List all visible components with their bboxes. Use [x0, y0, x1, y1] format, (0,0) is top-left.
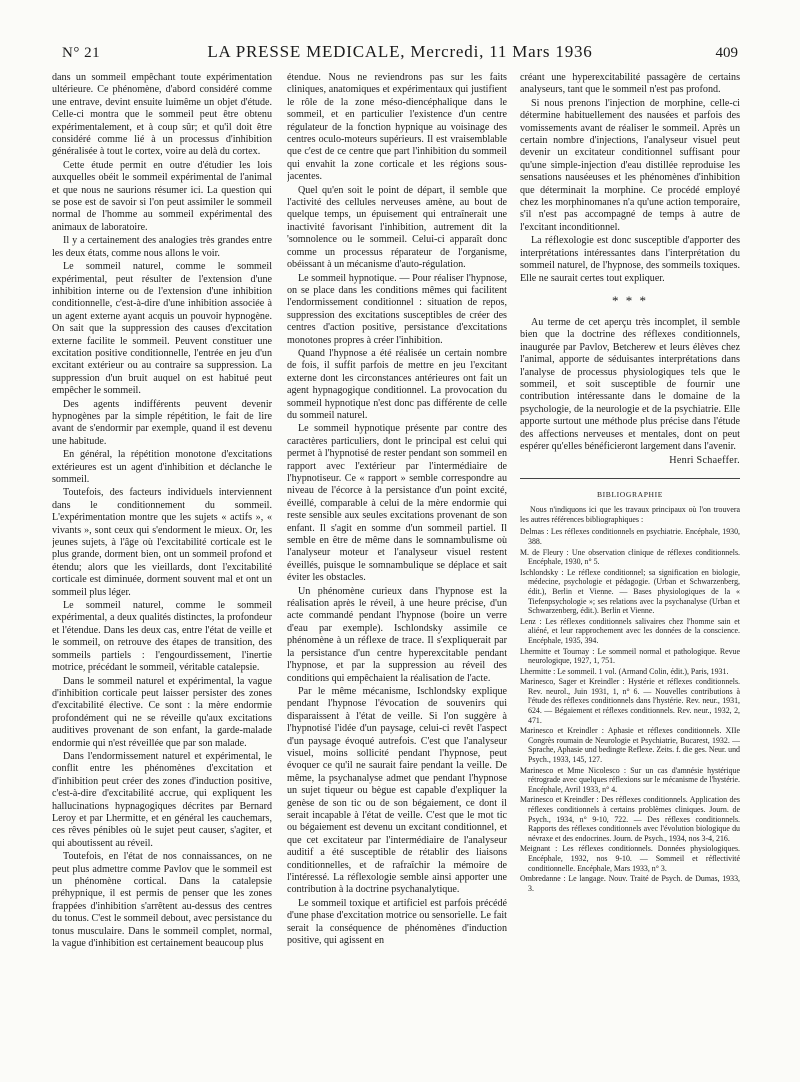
- text-column-left: [52, 72, 272, 1062]
- bibliography-entry: Ischlondsky : Le réflexe conditionnel; sa signification en biologie, médecine, psychologie et pédagogie. (Urban et Schwarzenberg, édit.), Berlin et Vienne. — Bases physiologiques de la « Tiefenpsychologie »; ses relations avec la psychanalyse (Urban et Schwarzenberg, édit.). Berlin et Vienne.: [520, 567, 740, 616]
- paragraph: dans un sommeil empêchant toute expérimentation ultérieure. Ce phénomène, d'abord considéré comme une entrave, devint ensuite luimême un objet d'étude. Celle-ci montra que le sommeil peut être obtenu expérimentalement, et à coup sûr; et qu'il doit être considéré comme lié à un processus d'inhibition généralisée à tout le cortex, voire au delà du cortex.: [52, 72, 272, 158]
- bibliography-entry: Marinesco, Sager et Kreindler : Hystérie et réflexes conditionnels. Rev. neurol., Juin 1931, 1, n° 6. — Nouvelles contributions à l'étude des réflexes conditionnels dans l'hystérie. Rev. neur., 1931, 624. — Bégaiement et réflexes conditionnels. Rev. neur., 1932, 2, 471.: [520, 677, 740, 725]
- paragraph: Le sommeil naturel, comme le sommeil expérimental, a deux qualités distinctes, la profondeur et l'étendue. Dans les deux cas, entre l'état de veille et le sommeil, on retrouve des étapes de transition, des sommeils partiels : l'engourdissement, l'inertie motrice, précédant le sommeil, véritable catalepsie.: [52, 600, 272, 674]
- divider: [520, 478, 740, 479]
- paragraph: Le sommeil naturel, comme le sommeil expérimental, peut résulter de l'extension d'une inhibition interne ou de l'extension d'une inhibition conditionnelle, c'est-à-dire d'une inhibition associée à un agent externe ayant acquis un pouvoir hypnogène. On sait que la suppression des causes d'excitation externe facilite le sommeil. Peuvent constituer une excitation positive conditionnelle, l'entrée en jeu d'un excitant extérieur ou au contraire sa suppression. La suppression d'un bruit auquel on est habitué peut empêcher le sommeil.: [52, 261, 272, 397]
- paragraph: Le sommeil toxique et artificiel est parfois précédé d'une phase d'excitation motrice ou sensorielle. Le fait serait la conséquence de phénomènes d'induction positive, qui agissent en: [287, 897, 507, 947]
- bibliography: [520, 505, 740, 893]
- paragraph: La réflexologie est donc susceptible d'apporter des interprétations intéressantes dans l'interprétation du sommeil naturel, de l'hypnose, des sommeils toxiques. Elle ne saurait certes tout expliquer.: [520, 235, 740, 284]
- bibliography-entry: Delmas : Les réflexes conditionnels en psychiatrie. Encéphale, 1930, 388.: [520, 527, 740, 546]
- paragraph: Quand l'hypnose a été réalisée un certain nombre de fois, il suffit parfois de mettre en jeu l'excitant externe dont les circonstances antérieures ont fait un agent hypnagogique conditionnel. La provocation du sommeil hypnotique n'est donc pas différente de celle du sommeil naturel.: [287, 347, 507, 421]
- bibliography-entry: Meignant : Les réflexes conditionnels. Données physiologiques. Encéphale, 1932, nos 9-10. — Sommeil et réflectivité conditionnelle. Encéphale, Mars 1933, n° 3.: [520, 844, 740, 873]
- paragraph: étendue. Nous ne reviendrons pas sur les faits cliniques, anatomiques et expérimentaux qui justifient le rôle de la zone méso-diencéphalique dans le sommeil, et en particulier l'existence d'un centre régulateur de la fonction hypnique au voisinage des centres oculo-moteurs supérieurs. Il est vraisemblable que c'est de ce centre que part l'inhibition du sommeil qui envahit la zone corticale et les régions sous-jacentes.: [287, 72, 507, 183]
- bibliography-entry: Marinesco et Mme Nicolesco : Sur un cas d'amnésie hystérique rétrograde avec quelques réflexions sur le mécanisme de l'hystérie. Encéphale, Avril 1933, n° 4.: [520, 765, 740, 794]
- author-signature: Henri Schaeffer.: [669, 455, 740, 467]
- bibliography-heading: BIBLIOGRAPHIE: [596, 489, 664, 499]
- text-column-middle: [287, 72, 507, 1062]
- page-header: [62, 42, 738, 64]
- text-column-right: [520, 72, 740, 1062]
- issue-number: N° 21: [62, 45, 101, 61]
- paragraph: Au terme de cet aperçu très incomplet, il semble bien que la doctrine des réflexes conditionnels, inaugurée par Pavlov, Betcherew et leurs élèves chez l'animal, apporte de séduisantes interprétations dans l'analyse de processus physiologiques tels que le sommeil, et soit susceptible de fournir une contribution intéressante dans le domaine de la psychologie, de la neurologie et de la psychiatrie. Elle apporte surtout une méthode plus précise dans l'étude des affections nerveuses et mentales, dont on peut espérer qu'elles bénéficieront largement dans l'avenir.: [520, 316, 740, 452]
- paragraph: Dans l'endormissement naturel et expérimental, le conflit entre les phénomènes d'excitation et d'inhibition peut créer des zones d'induction positive, c'est-à-dire d'excitabilité accrue, qui expliquent les hallucinations hypnagogiques décrites par Bernard Leroy et par Lhermitte, et en général les cauchemars, ces rêves pénibles où le sujet peut causer, s'agiter, et qui aboutissent au réveil.: [52, 750, 272, 849]
- paragraph: Le sommeil hypnotique. — Pour réaliser l'hypnose, on se place dans les conditions mêmes qui facilitent l'endormissement conditionnel : situation de repos, suppression des excitations susceptibles de créer des centres d'action positive, persistance d'excitations monotones propres à créer l'inhibition.: [287, 272, 507, 346]
- paragraph: Toutefois, des facteurs individuels interviennent dans le conditionnement du sommeil. L'expérimentation montre que les sujets « actifs », « vivants », sont ceux qui s'endorment le mieux. Or, les jeunes sujets, à l'âge où l'excitabilité corticale est le plus grande, dorment bien, ont un sommeil profond et étendu; alors que les vieillards, dont l'excitabilité corticale est diminuée, dorment souvent mal et ont un sommeil plus léger.: [52, 487, 272, 598]
- paragraph: Cette étude permit en outre d'étudier les lois auxquelles obéit le sommeil expérimental de l'animal et que nous ne saurions résumer ici. La question qui se pose est de savoir si l'on peut assimiler le sommeil normal de l'homme au sommeil expérimental des animaux de laboratoire.: [52, 159, 272, 233]
- paragraph: Quel qu'en soit le point de départ, il semble que l'activité des cellules nerveuses amène, au bout de quelque temps, un épuisement qui entraînerait une inactivité favorisant l'inhibition, autrement dit la 'somnolence ou le sommeil. Celui-ci apparaît donc comme un processus réparateur de l'organisme, obéissant à un mécanisme d'auto-régulation.: [287, 184, 507, 271]
- paragraph: Toutefois, en l'état de nos connaissances, on ne peut plus admettre comme Pavlov que le sommeil est un phénomène cortical. Dans la catalepsie préhypnique, il est permis de penser que les zones frappées d'inhibition s'arrêtent au-dessus des centres du tonus. C'est le sommeil debout, avec persistance du tonus musculaire. Dans le sommeil complet, normal, la vague d'inhibition est certainement beaucoup plus: [52, 851, 272, 950]
- bibliography-entry: Marinesco et Kreindler : Des réflexes conditionnels. Application des réflexes conditionnels à certains problèmes cliniques. Journ. de Psych., 1934, n° 9-10, 722. — Des réflexes conditionnels. Rapports des réflexes conditionnels avec l'évolution biologique du névraxe et des endocrines. Journ. de Psych., 1934, nos 3-4, 216.: [520, 795, 740, 843]
- paragraph: Il y a certainement des analogies très grandes entre les deux états, comme nous allons le voir.: [52, 235, 272, 259]
- bibliography-entry: Marinesco et Kreindler : Aphasie et réflexes conditionnels. XIIe Congrès roumain de Neurologie et Psychiatrie, Bucarest, 1932. — Sprache, Aphasie und bedingte Reflexe. Zeits. f. die ges. Neur. und Psych., 1933, 145, 127.: [520, 726, 740, 765]
- page-number: 409: [715, 45, 738, 61]
- paragraph: Des agents indifférents peuvent devenir hypnogènes par la simple répétition, le fait de lire avant de s'endormir par exemple, quand il est devenu une habitude.: [52, 398, 272, 447]
- bibliography-entry: Lhermitte et Tournay : Le sommeil normal et pathologique. Revue neurologique, 1927, 1, 751.: [520, 646, 740, 666]
- bibliography-entry: Ombredanne : Le langage. Nouv. Traité de Psych. de Dumas, 1933, 3.: [520, 874, 740, 893]
- paragraph: En général, la répétition monotone d'excitations extérieures est un agent d'inhibition et déclanche le sommeil.: [52, 449, 272, 485]
- bibliography-intro: Nous n'indiquons ici que les travaux principaux où l'on trouvera les autres références bibliographiques :: [520, 505, 740, 524]
- bibliography-entry: Lenz : Les réflexes conditionnels salivaires chez l'homme sain et aliéné, et leur rapprochement avec les données de la conscience. Encéphale, 1935, 394.: [520, 616, 740, 645]
- paragraph: Un phénomène curieux dans l'hypnose est la réalisation après le réveil, à une heure précise, d'un acte commandé pendant l'hypnose (boire un verre d'eau par exemple). Ischlondsky assimile ce phénomène à un réflexe de trace. Il s'expliquerait par la persistance d'un centre hyperexcitable pendant l'hypnose, et par la suppression au réveil des conditions qui empêchaient la réalisation de l'acte.: [287, 585, 507, 684]
- paragraph: Si nous prenons l'injection de morphine, celle-ci détermine habituellement des nausées et parfois des vomissements avant de réaliser le sommeil. Après un certain nombre d'injections, l'analyseur visuel peut devenir un excitateur conditionnel suffisant pour qu'une simple-injection d'eau distillée reproduise les sensations nauséeuses et les phénomènes d'inhibition que déterminait la morphine. Ce procédé employé chez les morphinomanes n'a qu'une action temporaire, s'il n'est pas accompagné de temps à autre de l'excitant inconditionnel.: [520, 97, 740, 233]
- section-separator-stars: * * *: [612, 292, 648, 308]
- journal-title: LA PRESSE MEDICALE, Mercredi, 11 Mars 1936: [207, 42, 593, 61]
- paragraph: Par le même mécanisme, Ischlondsky explique pendant l'hypnose l'évocation de souvenirs qui disparaissent à l'état de veille. Si l'on suggère à l'hypnotisé l'idée d'un paysage, celui-ci revêt l'aspect d'un paysage évoqué autrefois. C'est que l'analyseur visuel, moins sollicité pendant l'hypnose, peut évoquer ce qu'il ne saurait faire pendant la veille. De même, la psychanalyse admet que pendant l'hypnose un sujet tiqueur ou bègue est capable d'expliquer la genèse de son tic ou de son bégaiement, ce dont il serait incapable à l'état de veille. C'est que le mot tic ou bégaiement est devenu un excitant conditionnel, et que cet excitateur par l'intermédiaire de l'analyseur auditif a été susceptible de rétablir des liaisons conditionnelles, et de rafraîchir la mémoire de l'intéressé. La réflexologie semble ainsi apporter une contribution à la doctrine psychanalytique.: [287, 685, 507, 896]
- bibliography-entry: M. de Fleury : Une observation clinique de réflexes conditionnels. Encéphale, 1930, n° 5.: [520, 547, 740, 567]
- bibliography-entry: Lhermitte : Le sommeil. 1 vol. (Armand Colin, édit.), Paris, 1931.: [520, 666, 729, 676]
- paragraph: créant une hyperexcitabilité passagère de certains analyseurs, tant que le sommeil n'est pas profond.: [520, 72, 740, 96]
- paragraph: Le sommeil hypnotique présente par contre des caractères particuliers, dont le principal est celui qui permet à l'hypnotisé de rester pendant son sommeil en rapport avec l'extérieur par l'intermédiaire de l'hypnotiseur. Ce « rapport » semble correspondre au niveau de l'écorce à la persistance d'un point excité, éveillé, comparable à celui de la mère endormie qui reste sensible aux seules excitations provenant de son enfant. Il s'agit en somme d'un sommeil partiel. Il semble en être de même dans le somnambulisme où l'analyseur moteur et l'analyseur visuel restent éveillés, puisque le somnambulique se déplace et sait éviter les obstacles.: [287, 423, 507, 584]
- paragraph: Dans le sommeil naturel et expérimental, la vague d'inhibition corticale peut laisser persister des zones d'excitabilité élective. Ce sont : la mère endormie profondément qui ne se réveille qu'aux excitations auditives provenant de son enfant, la garde-malade endormie qui n'est réveillée que par son malade.: [52, 675, 272, 749]
